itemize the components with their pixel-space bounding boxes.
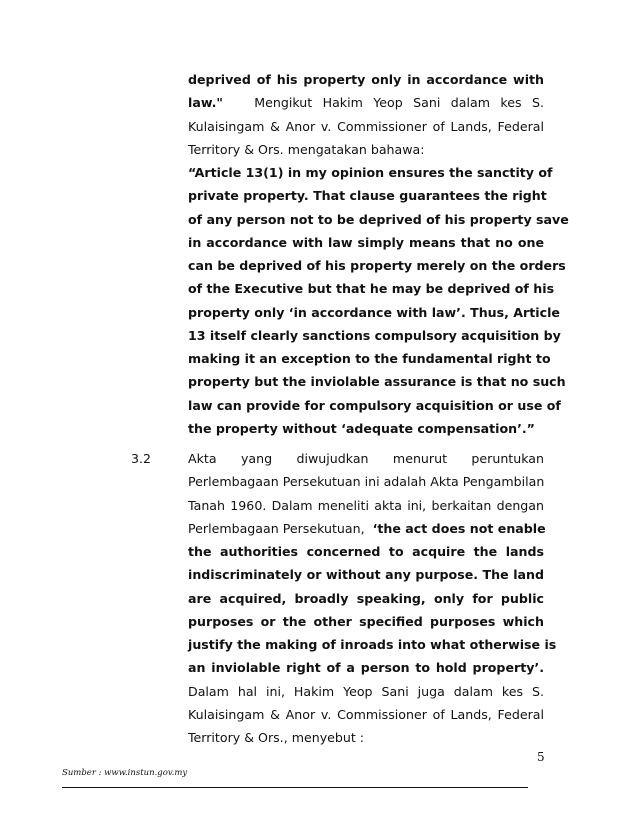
text-line: property but the inviolable assurance is that no such [188, 374, 566, 390]
text-line: Dalam hal ini, Hakim Yeop Sani juga dalam kes S. [188, 683, 544, 699]
text-line: Kulaisingam & Anor v. Commissioner of Lands, Federal [188, 118, 544, 134]
page-number: 5 [537, 750, 545, 764]
section-3-2-paragraph [188, 447, 557, 749]
text-line: can be deprived of his property merely on the orders [188, 258, 566, 273]
text-line: the authorities concerned to acquire the lands [188, 544, 544, 559]
text-line: law can provide for compulsory acquisition or use of [188, 397, 561, 413]
text-line: Tanah 1960. Dalam meneliti akta ini, berkaitan dengan [188, 497, 544, 513]
source-note: Sumber : www.instun.gov.my [62, 768, 188, 778]
section-number: 3.2 [131, 451, 152, 466]
text-line: “Article 13(1) in my opinion ensures the sanctity of [188, 165, 553, 180]
quote-block [188, 68, 569, 440]
text-line: justify the making of inroads into what otherwise is [188, 637, 557, 652]
footer-rule [62, 787, 528, 788]
text-line: an inviolable right of a person to hold property’. [188, 660, 544, 676]
text-line: making it an exception to the fundamental right to [188, 351, 551, 366]
text-line: law." Mengikut Hakim Yeop Sani dalam kes S. [188, 95, 544, 111]
text-line: in accordance with law simply means that no one [188, 234, 544, 250]
text-line: the property without ‘adequate compensation’.” [188, 420, 535, 436]
text-line: Territory & Ors., menyebut : [188, 730, 365, 745]
text-line: deprived of his property only in accordance with [188, 72, 544, 87]
text-line: Perlembagaan Persekutuan ini adalah Akta Pengambilan [188, 474, 545, 490]
text-line: are acquired, broadly speaking, only for public [188, 590, 544, 606]
text-line: of any person not to be deprived of his property save [188, 211, 569, 227]
text-line: of the Executive but that he may be deprived of his [188, 281, 555, 297]
text-line: private property. That clause guarantees the right [188, 188, 547, 204]
text-line: 13 itself clearly sanctions compulsory acquisition by [188, 327, 561, 343]
text-line: Perlembagaan Persekutuan, ‘the act does not enable [188, 520, 546, 536]
text-line: purposes or the other specified purposes which [188, 613, 544, 629]
text-line: Territory & Ors. mengatakan bahawa: [188, 141, 425, 157]
text-line: Akta yang diwujudkan menurut peruntukan [188, 451, 544, 466]
text-line: property only ‘in accordance with law’. Thus, Article [188, 304, 560, 320]
text-line: indiscriminately or without any purpose. The land [188, 567, 544, 583]
text-line: Kulaisingam & Anor v. Commissioner of Lands, Federal [188, 706, 544, 722]
